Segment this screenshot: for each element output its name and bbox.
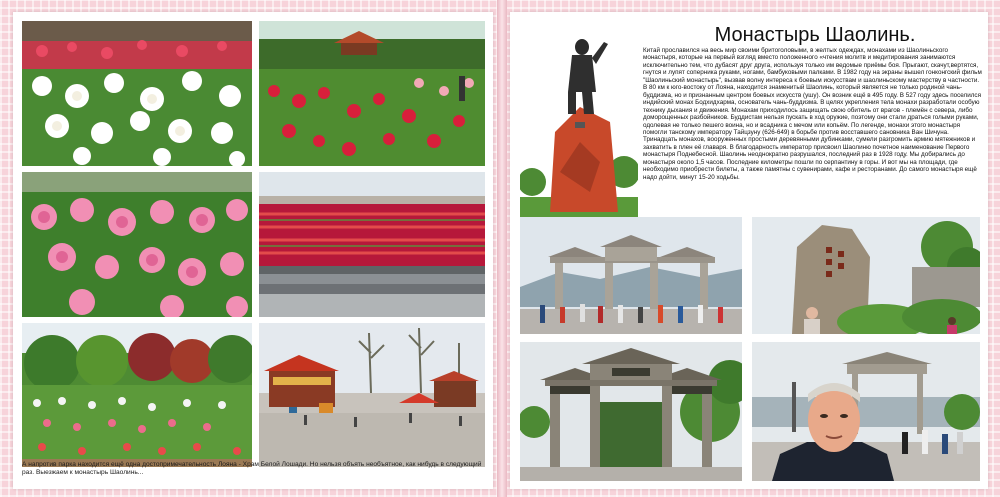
book-gutter (497, 0, 507, 497)
left-page-caption: А напротив парка находится ещё одна достопримечательность Лояна - Храм Белой Лошади. Но нельзя объять необъятное, как нибудь в следующий раз. Выезжаем к монастырь Шаолинь... (22, 461, 482, 476)
left-page (13, 12, 493, 489)
photo-stone-monument (752, 217, 980, 334)
photo-pink-peonies (22, 172, 252, 317)
photo-flower-wall (259, 172, 485, 317)
photo-red-peony-field (259, 21, 485, 166)
photo-portrait-man (752, 342, 980, 481)
page-title: Монастырь Шаолинь. (714, 24, 916, 46)
article-body: Китай прославился на весь мир своими бритоголовыми, в желтых одеждах, монахами из Шаолиньского монастыря, которые на первый взгляд вместо положенного «чтения молитв и медитирования занимаются исключительно тем, что дубасят друг друга, используя только им ведомые приёмы боя. Прыгают, скачут,вертятся, гнутся и лупят соперника руками, ногами, бамбуковыми палками. В 1982 году на экраны вышел гонконгский фильм "Шаолиньский монастырь", вызвав волну интереса к боевым искусствам и шаолиньскому мастерству в частности. В 80 км к юго-востоку от Лояна, находится знаменитый Шаолинь, который является не только родиной чань-буддизма, но и признанным центром боевых искусств (ушу). Он возник ещё в 495 году. В 527 году здесь поселился индийский монах Бодхидхарма, основатель чань-буддизма. В целях укрепления тела монахи разработали особую технику дыхания и движения. Монахам приходилось защищать свою обитель от врагов - племён с севера, либо доморощенных разбойников. Буддистам нельзя пускать в ход оружие, поэтому они стали драться голыми руками, одолевая не только пешего воина, но и всадника с мечом или копьём. По легенде, монахи этого монастыря помогли танскому императору Тайцзуну (626-649) в борьбе против восставшего сановника Ван Шичуна. Тринадцать монахов, вооруженных простыми деревянными дубинками, сумели разгромить армию мятежников и захватить в плен её главаря. В благодарность император присвоил Шаолиню почетное наименование Первого монастыря Поднебесной. Шаолинь неоднократно разрушался, последний раз в 1928 году. Мы добирались до монастыря около 1,5 часов. Последние километры пошли по серпантину в горы. И вот мы на площади, где необходимо приобрести билеты, а также памятны с сувенирами, кафе и ресторанами. До самого монастыря ещё надо дойти, минут 15-20 ходьбы. (643, 47, 982, 181)
photo-stone-gate-crowd (520, 217, 742, 334)
photo-white-peonies (22, 21, 252, 166)
photo-peony-garden (22, 323, 252, 467)
photo-ornate-gate (520, 342, 742, 481)
photo-temple-courtyard (259, 323, 485, 467)
photo-monk-statue (520, 22, 638, 222)
right-page (510, 12, 988, 489)
